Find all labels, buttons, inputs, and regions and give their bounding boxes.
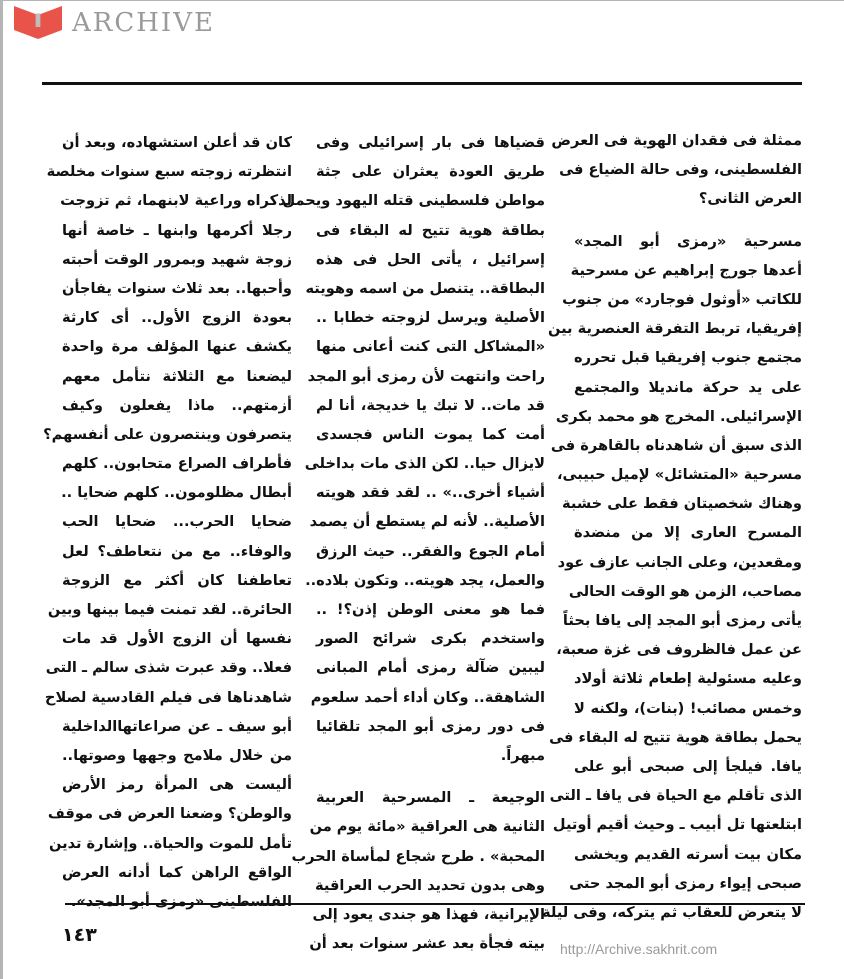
text-line: الإسرائيلى. المخرج هو محمد بكرى [555,407,802,425]
text-line: الفلسطينى، وفى حالة الضياع فى [559,161,802,179]
text-line: أليست هى المرأة رمز الأرض [62,776,292,794]
text-line: أبو سيف ـ عن صراعاتهاالداخلية [62,717,292,735]
text-line: لايزال حيا.. لكن الذى مات بداخلى [304,455,545,473]
watermark-text: ARCHIVE [72,8,215,38]
text-line: ممثلة فى فقدان الهوية فى العرض [551,132,802,149]
text-line: لذكراه وراعية لابنهما، ثم تزوجت [60,192,292,210]
text-line: الأصلية ويرسل لزوجته خطابا .. [316,309,545,327]
scan-border-top [0,0,844,1]
text-line: أمام الجوع والفقر.. حيث الرزق [316,542,545,560]
text-line: أزمتهم.. ماذا يفعلون وكيف [62,396,292,414]
text-line: الذى سبق أن شاهدناه بالقاهرة فى [550,436,802,454]
text-line: شاهدناها فى فيلم القادسية لصلاح [44,688,292,706]
text-line: يأتى رمزى أبو المجد إلى يافا بحثاً [562,612,802,629]
text-line: بطاقة هوية تتيح له البقاء فى [316,221,545,239]
watermark-book-right-page [38,6,62,39]
text-line: فأطراف الصراع متحابون.. كلهم [62,455,292,473]
text-line: بيته فجأة بعد عشر سنوات بعد أن [309,935,545,953]
scan-border-left [0,0,3,979]
text-line: تأمل للموت والحياة.. وإشارة تدين [48,834,292,852]
paragraph [551,126,802,214]
text-line: وخمس مصائب! (بنات)، ولكنه لا [574,699,802,717]
text-line: طريق العودة يعثران على جثة [316,163,545,181]
paragraph [291,783,545,958]
text-line: رجلا أكرمها وابنها ـ خاصة أنها [62,221,292,239]
text-line: يحمل بطاقة هوية تتيح له البقاء فى [549,728,802,746]
text-line: مسرحية «رمزى أبو المجد» [574,232,802,250]
text-line: للكاتب «أوثول فوجارد» من جنوب [562,290,802,308]
text-line: المحبة» . طرح شجاع لمأساة الحرب [291,847,545,865]
article-column-left [43,128,292,929]
text-line: العرض الثانى؟ [698,190,802,208]
text-line: مكان بيت أسرته القديم ويخشى [574,845,802,863]
text-line: الشاهقة.. وكان أداء أحمد سلعوم [310,688,545,706]
watermark-book-left-page [14,6,38,39]
text-line: صبحى إيواء رمزى أبو المجد حتى [569,874,802,892]
article-column-middle [282,128,545,971]
text-line: أمت كما يموت الناس فجسدى [316,425,545,443]
text-line: وهناك شخصيتان فقط على خشبة [562,495,802,513]
text-line: ليبين ضآلة رمزى أمام المبانى [316,659,545,677]
text-line: الواقع الراهن كما أدانه العرض [62,863,292,881]
text-line: الأصلية.. لأنه لم يستطع أن يصمد [309,513,545,531]
text-line: على يد حركة مانديلا والمجتمع [574,378,802,396]
text-line: والعمل، يجد هويته.. وتكون بلاده.. [305,571,545,589]
text-line: الحائرة.. لقد تمنت فيما بينها وبين [47,601,292,618]
text-line: قد مات.. لا تبك يا خديجة، أنا لم [316,396,545,414]
text-line: إفريقيا، تربط التفرقة العنصرية بين [547,320,802,338]
article-column-right [541,126,802,940]
text-line: الإيرانية، فهذا هو جندى يعود إلى [312,905,545,923]
text-line: واستخدم بكرى شرائح الصور [316,630,545,648]
watermark-url: http://Archive.sakhrit.com [560,941,718,957]
text-line: يتصرفون وينتصرون على أنفسهم؟ [43,425,292,443]
paragraph [282,128,545,770]
text-line: فى دور رمزى أبو المجد تلقائيا [316,717,545,735]
text-line: الوجيعة ـ المسرحية العربية [316,789,545,807]
text-line: الثانية هى العراقية «مائة يوم من [309,818,545,836]
text-line: كان قد أعلن استشهاده، وبعد أن [62,134,292,151]
text-line: مواطن فلسطينى قتله اليهود ويحمل [282,192,545,210]
text-line: أبطال مظلومون.. كلهم ضحايا .. [61,484,292,502]
text-line: ليضعنا مع الثلاثة نتأمل معهم [62,367,292,385]
text-line: أشياء أخرى..» .. لقد فقد هويته [316,484,545,502]
watermark-book-logo-icon [8,6,68,39]
text-line: راحت وانتهت لأن رمزى أبو المجد [307,367,545,385]
text-line: الفلسطينى «رمزى أبو المجد». [70,892,292,910]
watermark-book-spine [36,14,41,28]
paragraph [43,128,292,916]
text-line: من خلال ملامح وجهها وصوتها.. [62,746,292,764]
text-line: إسرائيل ، يأتى الحل فى هذه [316,250,545,268]
text-line: عن عمل فالظروف فى غزة صعبة، [556,641,802,659]
text-line: لا يتعرض للعقاب ثم يتركه، وفى ليلة [541,903,802,921]
paragraph [541,227,802,928]
text-line: المسرح العارى إلا من منضدة [574,524,802,542]
text-line: مسرحية «المتشائل» لإميل حبيبى، [556,466,802,484]
text-line: والوفاء.. مع من نتعاطف؟ لعل [62,542,292,560]
text-line: ومقعدين، وعلى الجانب عازف عود [557,553,802,571]
text-line: والوطن؟ وضعنا العرض فى موقف [47,805,292,823]
text-line: وهى بدون تحديد الحرب العراقية [315,876,545,894]
text-line: نفسها أن الزوج الأول قد مات [62,630,292,648]
text-line: قضياها فى بار إسرائيلى وفى [316,134,545,151]
text-line: فما هو معنى الوطن إذن؟! .. [316,601,545,618]
text-line: يكشف عنها المؤلف مرة واحدة [62,338,292,356]
text-line: زوجة شهيد وبمرور الوقت أحبته [62,250,292,268]
text-line: مجتمع جنوب إفريقيا قبل تحرره [574,349,802,367]
text-line: بعودة الزوج الأول.. أى كارثة [62,309,292,327]
text-line: مبهراً. [500,746,545,764]
text-line: مصاحب، الزمن هو الوقت الحالى [568,582,802,600]
text-line: يافا. فيلجأ إلى صبحى أبو على [574,757,802,775]
text-line: فعلا.. وقد عبرت شذى سالم ـ التى [45,659,292,677]
text-line: الذى تأقلم مع الحياة فى يافا ـ التى [549,787,802,805]
text-line: انتظرته زوجته سبع سنوات مخلصة [46,163,292,181]
text-line: ابتلعتها تل أبيب ـ وحيث أقيم أوتيل [552,816,802,834]
text-line: تعاطفنا كان أكثر مع الزوجة [62,571,292,589]
text-line: «المشاكل التى كنت أعانى منها [316,338,545,356]
text-line: وعليه مسئولية إطعام ثلاثة أولاد [574,670,802,688]
text-line: ضحايا الحرب... ضحايا الحب [62,513,292,531]
text-line: وأحبها.. بعد ثلاث سنوات يفاجأن [62,279,292,297]
page-number: ١٤٣ [62,924,97,946]
header-rule [42,82,802,85]
text-line: البطاقة.. يتنصل من اسمه وهويته [305,279,545,297]
text-line: أعدها جورج إبراهيم عن مسرحية [570,261,802,279]
